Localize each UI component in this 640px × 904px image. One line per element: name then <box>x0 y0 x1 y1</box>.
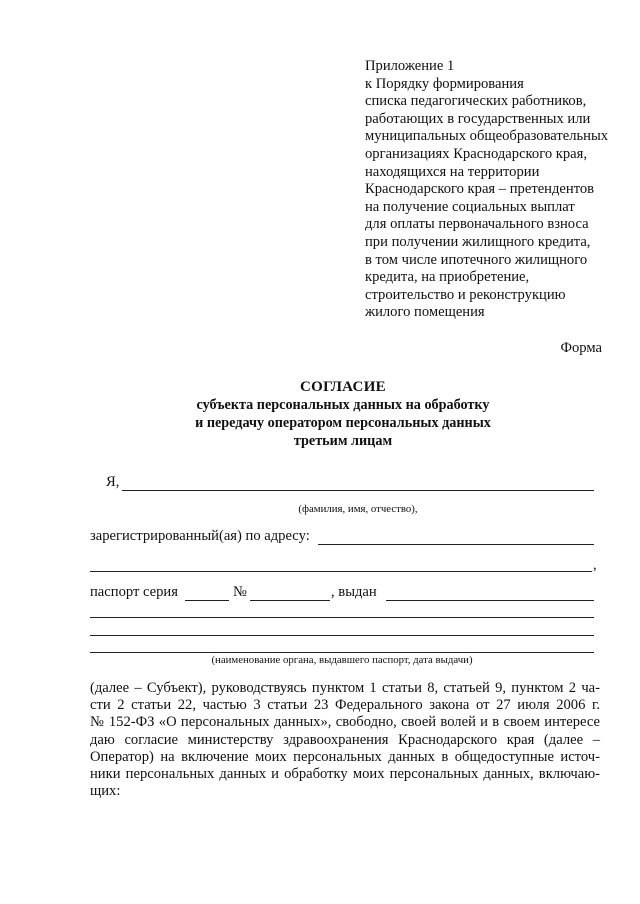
passport-issued-label: , выдан <box>331 584 377 600</box>
appendix-line: работающих в государственных или <box>365 110 591 127</box>
paragraph-line: ники персональных данных и обработку моих персональных данных, включаю- <box>90 766 600 783</box>
appendix-line: Приложение 1 <box>365 58 455 74</box>
paragraph-line: даю согласие министерству здравоохранения Краснодарского края (далее – <box>90 731 600 748</box>
paragraph-line: щих: <box>90 783 121 800</box>
issuer-field-line-4[interactable] <box>90 652 594 653</box>
consent-paragraph <box>90 680 600 800</box>
appendix-line: организациях Краснодарского края, <box>365 145 587 162</box>
appendix-line: жилого помещения <box>365 304 485 321</box>
paragraph-line: № 152-ФЗ «О персональных данных», свободно, своей волей и в своем интересе <box>90 714 600 731</box>
passport-issuer-field[interactable] <box>386 600 594 601</box>
fio-field-line[interactable] <box>122 490 594 491</box>
appendix-line: для оплаты первоначального взноса <box>365 216 589 233</box>
paragraph-line: Оператор) на включение моих персональных данных в общедоступные источ- <box>90 748 600 765</box>
passport-number-field[interactable] <box>250 600 330 601</box>
passport-number-label: № <box>233 584 247 600</box>
appendix-header <box>365 58 625 322</box>
passport-series-field[interactable] <box>185 600 229 601</box>
address-comma: , <box>593 557 597 573</box>
appendix-line: при получении жилищного кредита, <box>365 233 591 250</box>
title-line: третьим лицам <box>293 433 393 449</box>
appendix-line: строительство и реконструкцию <box>365 286 566 303</box>
appendix-line: Краснодарского края – претендентов <box>365 181 595 198</box>
appendix-line: кредита, на приобретение, <box>365 269 530 286</box>
appendix-line: муниципальных общеобразовательных <box>365 128 609 145</box>
form-label: Форма <box>560 340 602 356</box>
address-field-line[interactable] <box>318 544 594 545</box>
appendix-line: в том числе ипотечного жилищного <box>365 251 588 268</box>
issuer-field-line-2[interactable] <box>90 617 594 618</box>
appendix-line: на получение социальных выплат <box>365 198 575 215</box>
document-title <box>60 378 626 450</box>
title-line: и передачу оператором персональных данных <box>195 415 491 431</box>
paragraph-line: сти 2 статьи 22, частью 3 статьи 23 Федерального закона от 27 июля 2006 г. <box>90 697 600 714</box>
passport-series-label: паспорт серия <box>90 584 178 600</box>
title-line: субъекта персональных данных на обработку <box>196 397 490 413</box>
fio-caption: (фамилия, имя, отчество), <box>298 503 418 515</box>
appendix-line: находящихся на территории <box>365 163 540 180</box>
address-field-line-2[interactable] <box>90 571 592 572</box>
paragraph-line: (далее – Субъект), руководствуясь пунктом 1 статьи 8, статьей 9, пунктом 2 ча- <box>90 680 600 696</box>
title-main: СОГЛАСИЕ <box>300 379 386 395</box>
appendix-line: списка педагогических работников, <box>365 93 587 110</box>
appendix-line: к Порядку формирования <box>365 75 524 92</box>
i-label: Я, <box>106 474 120 490</box>
registered-label: зарегистрированный(ая) по адресу: <box>90 528 310 544</box>
issuer-caption: (наименование органа, выдавшего паспорт, дата выдачи) <box>211 654 473 666</box>
issuer-field-line-3[interactable] <box>90 635 594 636</box>
